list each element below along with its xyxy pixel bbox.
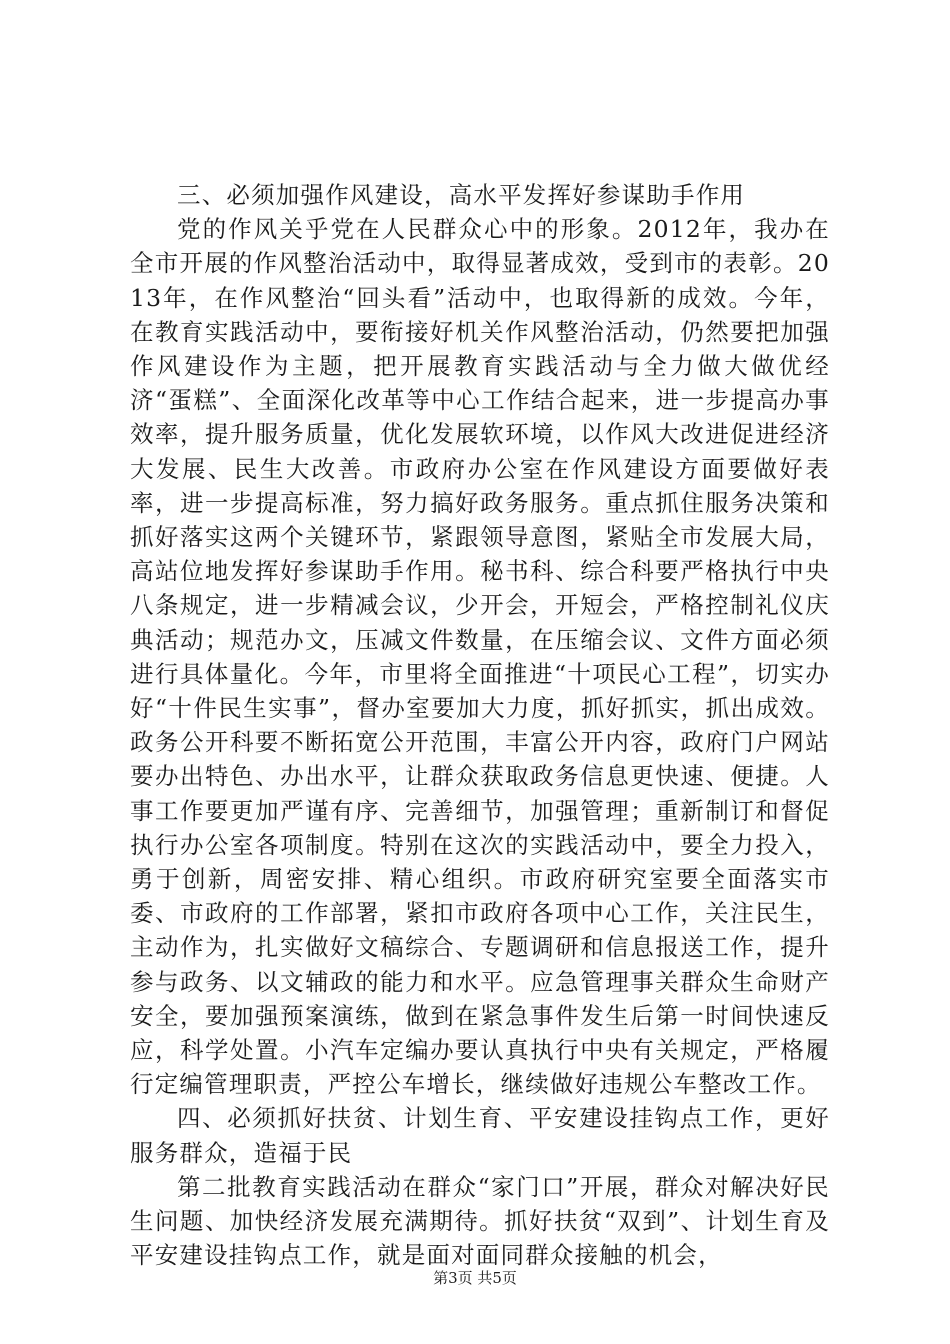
document-body: [130, 178, 830, 1273]
section-4-paragraph: 第二批教育实践活动在群众“家门口”开展，群众对解决好民生问题、加快经济发展充满期待。抓好扶贫“双到”、计划生育及平安建设挂钩点工作，就是面对面同群众接触的机会，: [130, 1172, 830, 1270]
section-heading-3: 三、必须加强作风建设，高水平发挥好参谋助手作用: [177, 181, 746, 209]
page-footer: 第3页 共5页: [433, 1269, 517, 1287]
section-3-paragraph: 党的作风关乎党在人民群众心中的形象。2012年，我办在全市开展的作风整治活动中，取得显著成效，受到市的表彰。2013年，在作风整治“回头看”活动中，也取得新的成效。今年，在教育实践活动中，要衔接好机关作风整治活动，仍然要把加强作风建设作为主题，把开展教育实践活动与全力做大做优经济“蛋糕”、全面深化改革等中心工作结合起来，进一步提高办事效率，提升服务质量，优化发展软环境，以作风大改进促进经济大发展、民生大改善。市政府办公室在作风建设方面要做好表率，进一步提高标准，努力搞好政务服务。重点抓住服务决策和抓好落实这两个关键环节，紧跟领导意图，紧贴全市发展大局，高站位地发挥好参谋助手作用。秘书科、综合科要严格执行中央八条规定，进一步精减会议，少开会，开短会，严格控制礼仪庆典活动；规范办文，压减文件数量，在压缩会议、文件方面必须进行具体量化。今年，市里将全面推进“十项民心工程”，切实办好“十件民生实事”，督办室要加大力度，抓好抓实，抓出成效。政务公开科要不断拓宽公开范围，丰富公开内容，政府门户网站要办出特色、办出水平，让群众获取政务信息更快速、便捷。人事工作要更加严谨有序、完善细节，加强管理；重新制订和督促执行办公室各项制度。特别在这次的实践活动中，要全力投入，勇于创新，周密安排、精心组织。市政府研究室要全面落实市委、市政府的工作部署，紧扣市政府各项中心工作，关注民生，主动作为，扎实做好文稿综合、专题调研和信息报送工作，提升参与政务、以文辅政的能力和水平。应急管理事关群众生命财产安全，要加强预案演练，做到在紧急事件发生后第一时间快速反应，科学处置。小汽车定编办要认真执行中央有关规定，严格履行定编管理职责，严控公车增长，继续做好违规公车整改工作。: [130, 215, 830, 1099]
section-heading-4: 四、必须抓好扶贫、计划生育、平安建设挂钩点工作，更好服务群众，造福于民: [130, 1104, 830, 1167]
